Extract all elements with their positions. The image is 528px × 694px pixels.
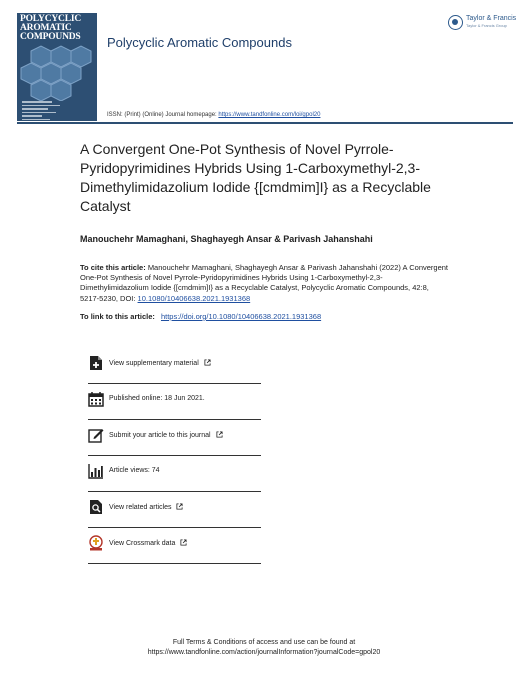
article-authors: Manouchehr Mamaghani, Shaghayegh Ansar & Parivash Jahanshahi (80, 234, 373, 244)
list-item-supplementary[interactable] (88, 348, 261, 384)
search-doc-icon (88, 499, 104, 515)
crossmark-icon (88, 535, 104, 551)
cover-title: POLYCYCLIC AROMATIC COMPOUNDS (20, 14, 81, 42)
journal-cover (17, 13, 97, 121)
article-title: A Convergent One-Pot Synthesis of Novel Pyrrole-Pyridopyrimidines Hybrids Using 1-Carboxymethyl-2,3-Dimethylimidazolium Iodide {[cmdmim]I} as a Recyclable Catalyst (80, 141, 431, 214)
footer-terms-link[interactable]: https://www.tandfonline.com/action/journalInformation?journalCode=gpol20 (147, 649, 381, 656)
article-doi-url[interactable]: https://doi.org/10.1080/10406638.2021.1931368 (160, 312, 322, 321)
item-label: Article views: 74 (109, 467, 160, 474)
cite-label: To cite this article: (80, 263, 146, 272)
edit-icon (88, 427, 104, 443)
item-label: View related articles (109, 503, 183, 511)
bar-chart-icon (88, 463, 104, 479)
issn-prefix: ISSN: (Print) (Online) Journal homepage: (107, 112, 217, 118)
item-label: View Crossmark data (109, 539, 187, 547)
article-action-list (88, 348, 261, 564)
cover-text-lines (22, 101, 62, 121)
issn-line (107, 112, 320, 118)
journal-name[interactable]: Polycyclic Aromatic Compounds (107, 35, 292, 50)
publisher-sub: Taylor & Francis Group (466, 23, 507, 28)
publisher-name: Taylor & Francis (466, 15, 517, 22)
journal-homepage-link[interactable]: https://www.tandfonline.com/loi/gpol20 (218, 112, 321, 118)
citation (80, 263, 450, 304)
list-item-crossmark[interactable] (88, 528, 261, 564)
item-label: Submit your article to this journal (109, 431, 223, 439)
calendar-icon (88, 391, 104, 407)
list-item-related[interactable] (88, 492, 261, 528)
doi-link[interactable]: 10.1080/10406638.2021.1931368 (137, 293, 251, 303)
external-link-icon (216, 431, 223, 438)
header-divider (17, 122, 513, 124)
list-item-views (88, 456, 261, 492)
external-link-icon (180, 539, 187, 546)
footer-line-1: Full Terms & Conditions of access and use can be found at (172, 639, 356, 646)
item-label: Published online: 18 Jun 2021. (109, 395, 205, 402)
link-label: To link to this article: (80, 312, 155, 321)
supplementary-icon (88, 355, 104, 371)
list-item-published (88, 384, 261, 420)
external-link-icon (204, 359, 211, 366)
taylor-francis-logo-icon (448, 15, 463, 30)
item-label: View supplementary material (109, 359, 211, 367)
list-item-submit[interactable] (88, 420, 261, 456)
cite-text: Manouchehr Mamaghani, Shaghayegh Ansar & Parivash Jahanshahi (2022) A Convergent One-Pot Synthesis of Novel Pyrrole-Pyridopyrimidines Hybrids Using 1-Carboxymethyl-2,3-Dimethylimidazolium Iodide {[cmdmim]I} as a Recyclable Catalyst, Polycyclic Aromatic Compounds, 42:8, 5217-5230, DOI: (80, 263, 449, 303)
publisher-logo (448, 14, 518, 32)
article-link-line (80, 312, 460, 321)
cover-hexagon-art (17, 45, 97, 101)
terms-footer (0, 638, 528, 658)
external-link-icon (176, 503, 183, 510)
